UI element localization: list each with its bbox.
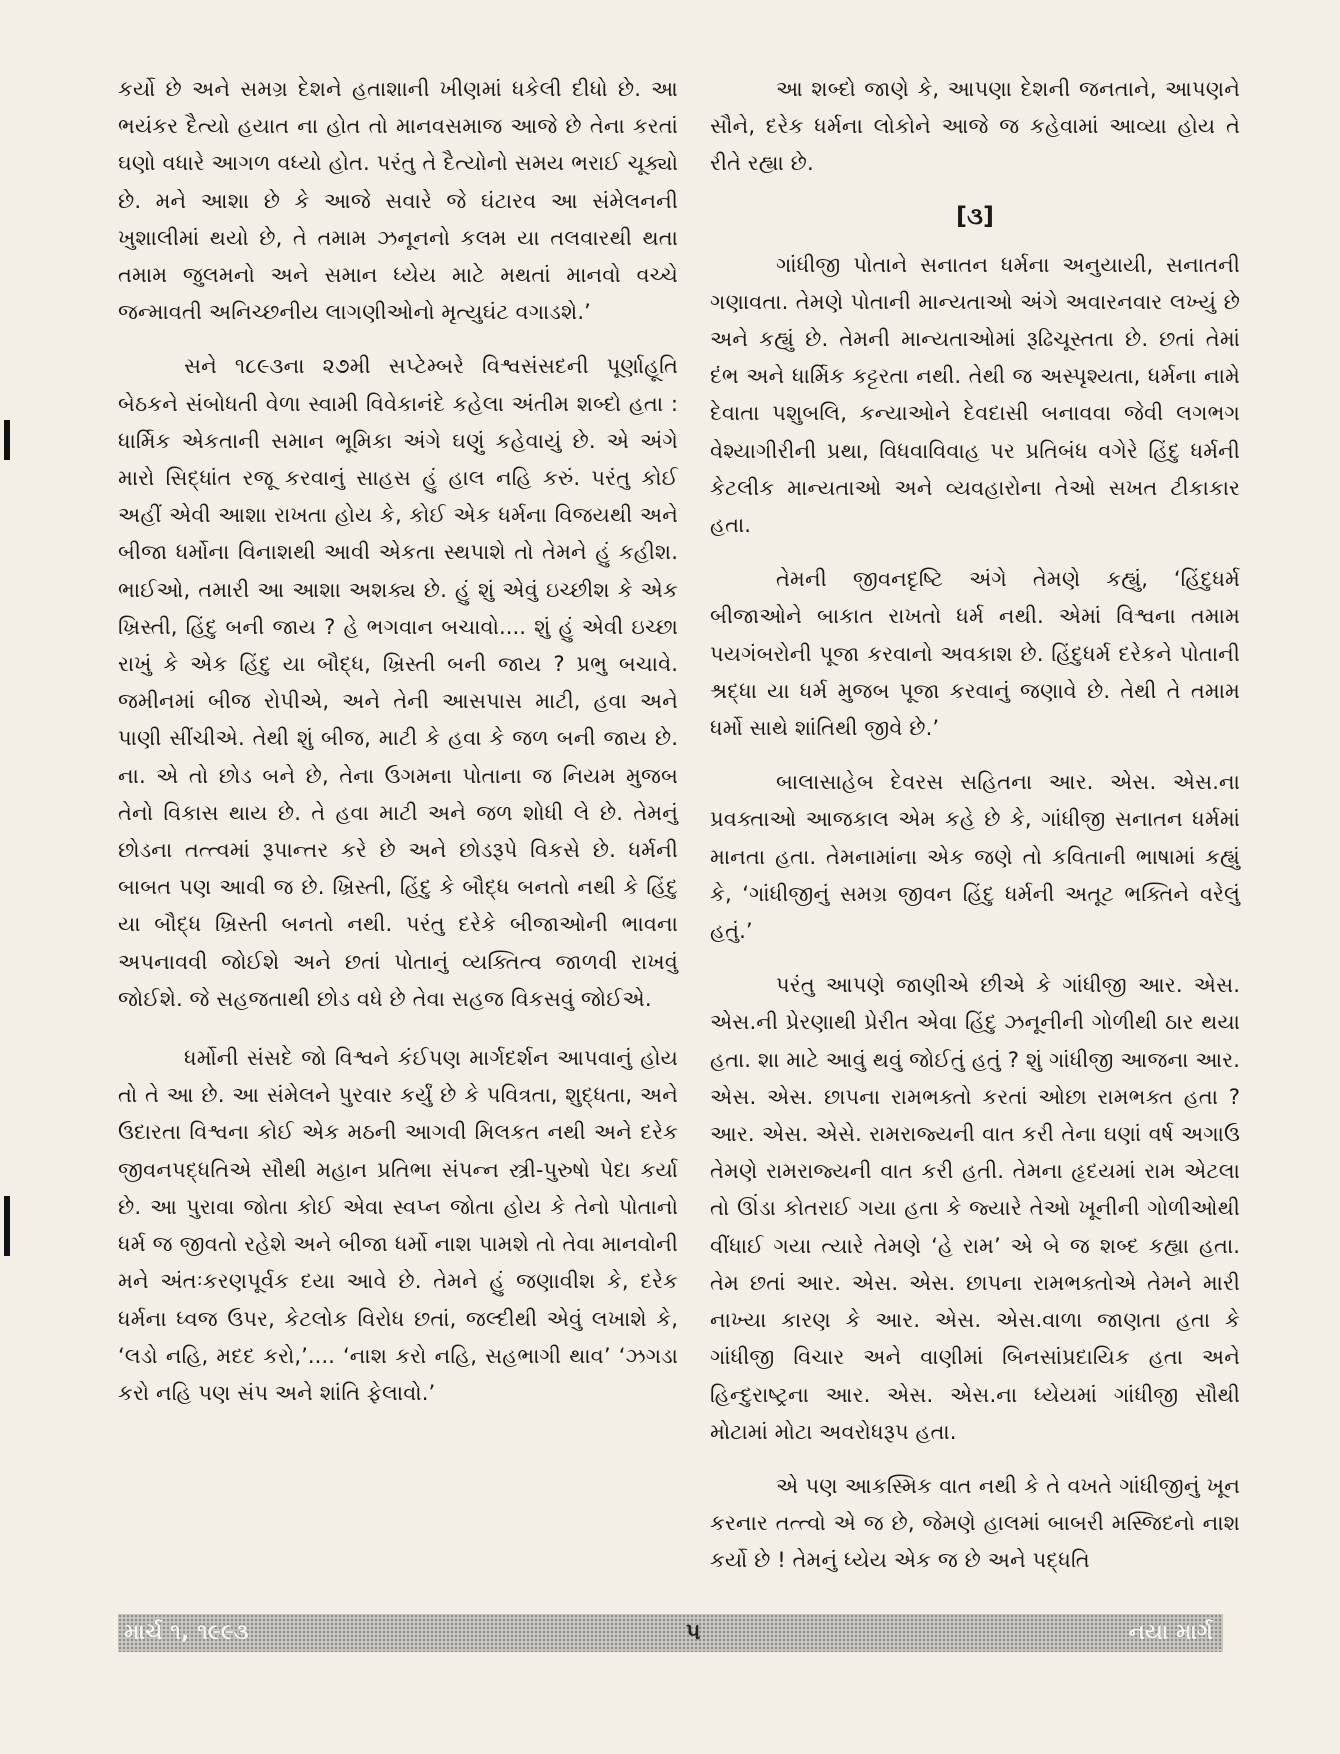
paragraph: પરંતુ આપણે જાણીએ છીએ કે ગાંધીજી આર. એસ. એસ.ની પ્રેરણાથી પ્રેરીત એવા હિંદુ ઝનૂનીની ગોળીથી ઠાર થયા હતા. શા માટે આવું થવું જોઈતું હતું ? શું ગાંધીજી આજના આર. એસ. એસ. છાપના રામભક્તો કરતાં ઓછા રામભક્ત હતા ? આર. એસ. એસે. રામરાજ્યની વાત કરી તેના ઘણાં વર્ષ અગાઉ તેમણે રામરાજ્યની વાત કરી હતી. તેમના હૃદયમાં રામ એટલા તો ઊંડા કોતરાઈ ગયા હતા કે જ્યારે તેઓ ખૂનીની ગોળીઓથી વીંધાઈ ગયા ત્યારે તેમણે ‘હે રામ’ એ બે જ શબ્દ કહ્યા હતા. તેમ છતાં આર. એસ. એસ. છાપના રામભક્તોએ તેમને મારી નાખ્યા કારણ કે આર. એસ. એસ.વાળા જાણતા હતા કે ગાંધીજી વિચાર અને વાણીમાં બિનસાંપ્રદાયિક હતા અને હિન્દુરાષ્ટ્રના આર. એસ. એસ.ના ધ્યેયમાં ગાંધીજી સૌથી મોટામાં મોટા અવરોધરૂપ હતા. <box>710 972 1240 1444</box>
scan-edge-mark <box>4 1196 10 1256</box>
section-number: [૩] <box>956 201 994 230</box>
page-footer <box>118 1614 1223 1652</box>
paragraph: બાલાસાહેબ દેવરસ સહિતના આર. એસ. એસ.ના પ્રવક્તાઓ આજકાલ એમ કહે છે કે, ગાંધીજી સનાતન ધર્મમાં માનતા હતા. તેમનામાંના એક જણે તો કવિતાની ભાષામાં કહ્યું કે, ‘ગાંધીજીનું સમગ્ર જીવન હિંદુ ધર્મની અતૂટ ભક્તિને વરેલું હતું.’ <box>710 769 1240 944</box>
paragraph: એ પણ આકસ્મિક વાત નથી કે તે વખતે ગાંધીજીનું ખૂન કરનાર તત્ત્વો એ જ છે, જેમણે હાલમાં બાબરી મસ્જિદનો નાશ કર્યો છે ! તેમનું ધ્યેય એક જ છે અને પદ્ધતિ <box>710 1472 1240 1573</box>
page-number: ૫ <box>686 1620 701 1645</box>
paragraph: ગાંધીજી પોતાને સનાતન ધર્મના અનુયાયી, સનાતની ગણાવતા. તેમણે પોતાની માન્યતાઓ અંગે અવારનવાર લખ્યું છે અને કહ્યું છે. તેમની માન્યતાઓમાં રૂઢિચૂસ્તતા છે. છતાં તેમાં દંભ અને ધાર્મિક કટ્ટરતા નથી. તેથી જ અસ્પૃશ્યતા, ધર્મના નામે દેવાતા પશુબલિ, કન્યાઓને દેવદાસી બનાવવા જેવી લગભગ વેશ્યાગીરીની પ્રથા, વિધવાવિવાહ પર પ્રતિબંધ વગેરે હિંદુ ધર્મની કેટલીક માન્યતાઓ અને વ્યવહારોના તેઓ સખત ટીકાકાર હતા. <box>710 251 1240 538</box>
right-column <box>710 70 1240 1579</box>
left-column <box>118 70 678 1411</box>
scan-edge-mark <box>4 420 10 460</box>
paragraph: ધર્મોની સંસદે જો વિશ્વને કંઈપણ માર્ગદર્શન આપવાનું હોય તો તે આ છે. આ સંમેલને પુરવાર કર્યું છે કે પવિત્રતા, શુદ્ધતા, અને ઉદારતા વિશ્વના કોઈ એક મઠની આગવી મિલકત નથી અને દરેક જીવનપદ્ધતિએ સૌથી મહાન પ્રતિભા સંપન્ન સ્ત્રી-પુરુષો પેદા કર્યા છે. આ પુરાવા જોતા કોઈ એવા સ્વપ્ન જોતા હોય કે તેનો પોતાનો ધર્મ જ જીવતો રહેશે અને બીજા ધર્મો નાશ પામશે તો તેવા માનવોની મને અંતઃકરણપૂર્વક દયા આવે છે. તેમને હું જણાવીશ કે, દરેક ધર્મના ધ્વજ ઉપર, કેટલોક વિરોધ છતાં, જલ્દીથી એવું લખાશે કે, ‘લડો નહિ, મદદ કરો,’.... ‘નાશ કરો નહિ, સહભાગી થાવ’ ‘ઝગડા કરો નહિ પણ સંપ અને શાંતિ ફેલાવો.’ <box>118 1045 678 1405</box>
paragraph: તેમની જીવનદૃષ્ટિ અંગે તેમણે કહ્યું, ‘હિંદુધર્મ બીજાઓને બાકાત રાખતો ધર્મ નથી. એમાં વિશ્વના તમામ પયગંબરોની પૂજા કરવાનો અવકાશ છે. હિંદુધર્મ દરેકને પોતાની શ્રદ્ધા યા ધર્મ મુજબ પૂજા કરવાનું જણાવે છે. તેથી તે તમામ ધર્મો સાથે શાંતિથી જીવે છે.’ <box>710 566 1240 741</box>
paragraph: કર્યો છે અને સમગ્ર દેશને હતાશાની ખીણમાં ધકેલી દીધો છે. આ ભયંકર દૈત્યો હયાત ના હોત તો માનવસમાજ આજે છે તેના કરતાં ઘણો વધારે આગળ વધ્યો હોત. પરંતુ તે દૈત્યોનો સમય ભરાઈ ચૂક્યો છે. મને આશા છે કે આજે સવારે જે ઘંટારવ આ સંમેલનની ખુશાલીમાં થયો છે, તે તમામ ઝનૂનનો કલમ યા તલવારથી થતા તમામ જુલમનો અને સમાન ધ્યેય માટે મથતાં માનવો વચ્ચે જન્માવતી અનિચ્છનીય લાગણીઓનો મૃત્યુઘંટ વગાડશે.’ <box>118 76 678 325</box>
magazine-name: નયા માર્ગ <box>1128 1620 1213 1645</box>
paragraph: આ શબ્દો જાણે કે, આપણા દેશની જનતાને, આપણને સૌને, દરેક ધર્મના લોકોને આજે જ કહેવામાં આવ્યા હોય તે રીતે રહ્યા છે. <box>710 76 1240 176</box>
footer-date: માર્ચ ૧, ૧૯૯૩ <box>124 1620 249 1645</box>
paragraph: સને ૧૮૯૩ના ૨૭મી સપ્ટેમ્બરે વિશ્વસંસદની પૂર્ણાહૂતિ બેઠકને સંબોધતી વેળા સ્વામી વિવેકાનંદે કહેલા અંતીમ શબ્દો હતા : ધાર્મિક એકતાની સમાન ભૂમિકા અંગે ઘણું કહેવાયું છે. એ અંગે મારો સિદ્ધાંત રજૂ કરવાનું સાહસ હું હાલ નહિ કરું. પરંતુ કોઈ અહીં એવી આશા રાખતા હોય કે, કોઈ એક ધર્મના વિજયથી અને બીજા ધર્મોના વિનાશથી આવી એકતા સ્થપાશે તો તેમને હું કહીશ. ભાઈઓ, તમારી આ આશા અશક્ય છે. હું શું એવું ઇચ્છીશ કે એક ખ્રિસ્તી, હિંદુ બની જાય ? હે ભગવાન બચાવો.... શું હું એવી ઇચ્છા રાખું કે એક હિંદુ યા બૌદ્ધ, ખ્રિસ્તી બની જાય ? પ્રભુ બચાવે. જમીનમાં બીજ રોપીએ, અને તેની આસપાસ માટી, હવા અને પાણી સીંચીએ. તેથી શું બીજ, માટી કે હવા કે જળ બની જાય છે. ના. એ તો છોડ બને છે, તેના ઉગમના પોતાના જ નિયમ મુજબ તેનો વિકાસ થાય છે. તે હવા માટી અને જળ શોધી લે છે. તેમનું છોડના તત્ત્વમાં રૂપાન્તર કરે છે અને છોડરૂપે વિકસે છે. ધર્મની બાબત પણ આવી જ છે. ખ્રિસ્તી, હિંદુ કે બૌદ્ધ બનતો નથી કે હિંદુ યા બૌદ્ધ ખ્રિસ્તી બનતો નથી. પરંતુ દરેકે બીજાઓની ભાવના અપનાવવી જોઈશે અને છતાં પોતાનું વ્યક્તિત્વ જાળવી રાખવું જોઈશે. જે સહજતાથી છોડ વધે છે તેવા સહજ વિકસવું જોઈએ. <box>118 353 678 1011</box>
